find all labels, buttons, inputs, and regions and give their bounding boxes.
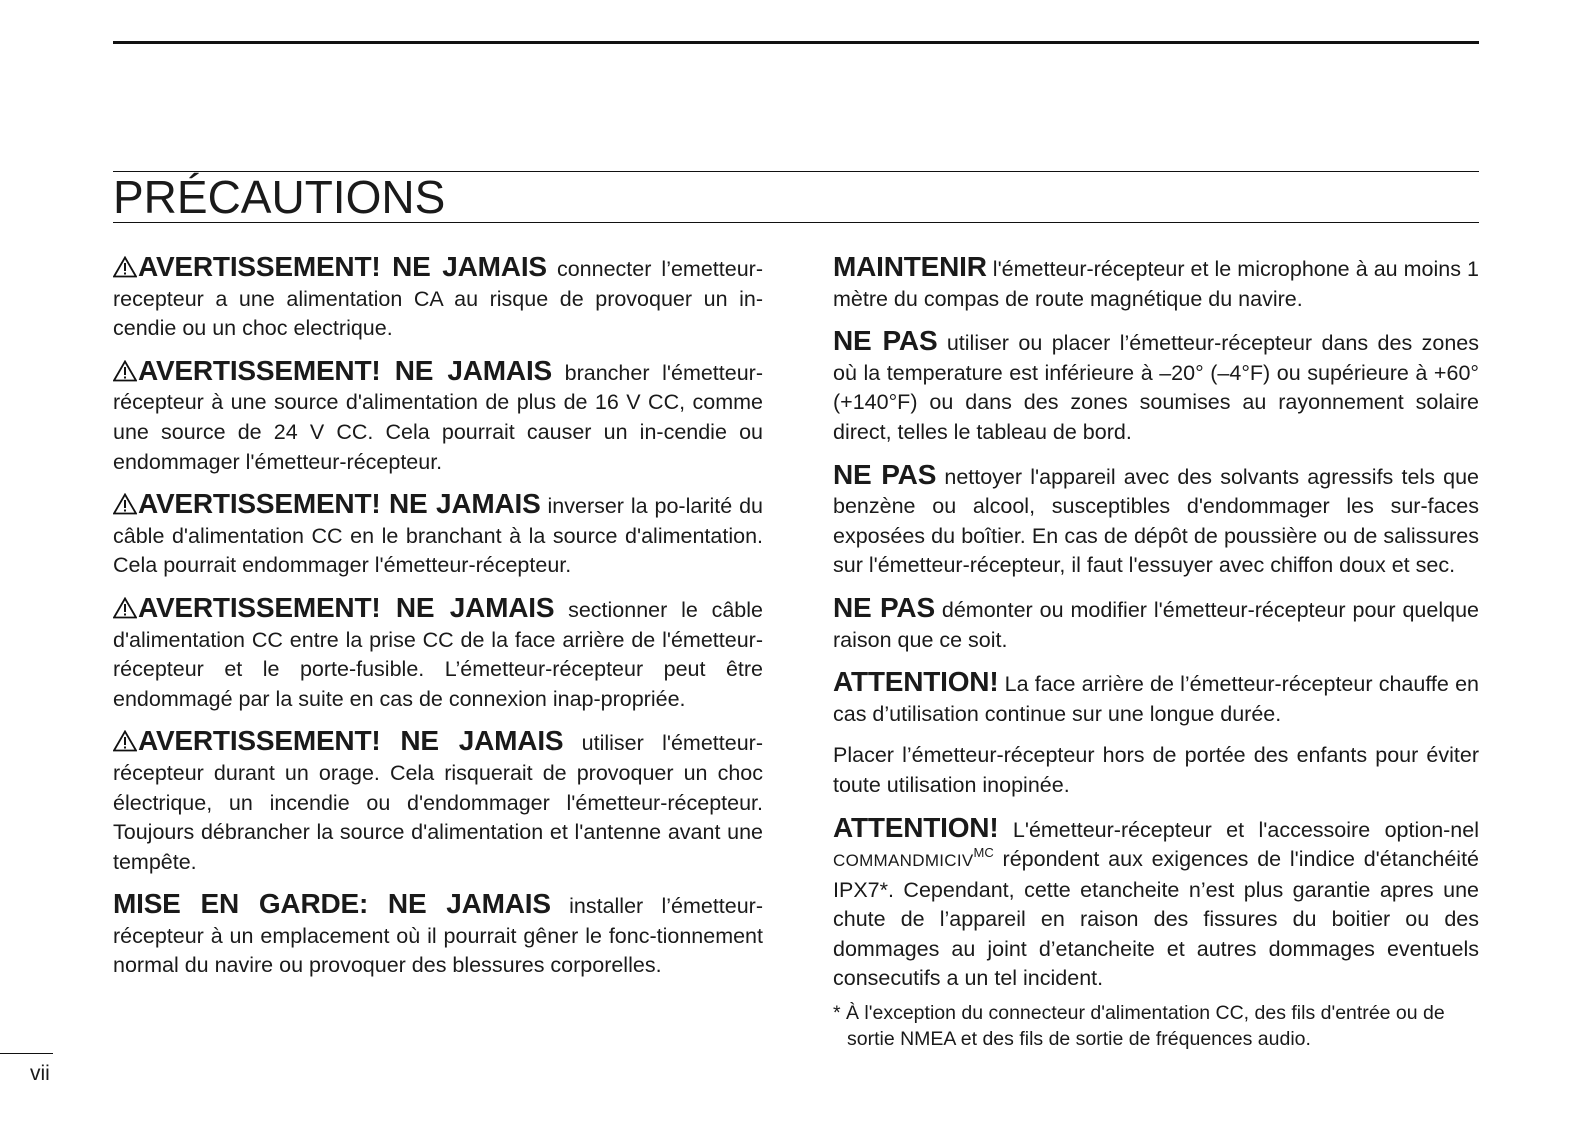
footnote: * À l'exception du connecteur d'alimentation CC, des fils d'entrée ou de sortie NMEA et des fils de sortie de fréquences audio. (833, 1002, 1445, 1051)
page-number-rule (0, 1053, 53, 1054)
warning-paragraph (113, 593, 763, 714)
warning-keyword: AVERTISSEMENT! NE JAMAIS (138, 591, 555, 623)
warning-text: connecter l’emetteur-recepteur a une alimentation CA au risque de provoquer un in-cendie ou un choc electrique. (113, 257, 763, 341)
precaution-keyword: MAINTENIR (833, 251, 987, 282)
warning-text: utiliser l'émetteur-récepteur durant un orage. Cela risquerait de provoquer un choc électrique, un incendie ou d'endommager l'émetteur-récepteur. Toujours débrancher la source d'alimentation et l'antenne avant une tempête. (113, 731, 763, 874)
header-rule (113, 41, 1479, 44)
page-number: vii (30, 1062, 50, 1085)
right-column (833, 252, 1479, 1052)
precaution-text: répondent aux exigences de l'indice d'étanchéité IPX7*. Cependant, cette etancheite n’est plus garantie apres une chute de l’appareil en raison des fissures du boitier ou des dommages au joint d’etancheite et autres dommages eventuels consecutifs a un tel incident. (833, 847, 1479, 991)
warning-triangle-icon (113, 730, 137, 752)
precaution-keyword: NE PAS (833, 458, 937, 490)
warning-paragraph (113, 489, 763, 581)
precaution-text: démonter ou modifier l'émetteur-récepteur pour quelque raison que ce soit. (833, 597, 1479, 652)
caution-keyword: MISE EN GARDE: NE JAMAIS (113, 888, 551, 920)
precaution-keyword: ATTENTION! (833, 811, 999, 843)
precaution-text: La face arrière de l’émetteur-récepteur chauffe en cas d’utilisation continue sur une longue durée. (833, 672, 1479, 726)
brand-name: COMMANDMICIV (833, 851, 974, 871)
precaution-keyword: NE PAS (833, 325, 938, 357)
precaution-keyword: NE PAS (833, 591, 935, 623)
warning-keyword: AVERTISSEMENT! NE JAMAIS (138, 354, 553, 386)
warning-keyword: AVERTISSEMENT! NE JAMAIS (138, 488, 541, 520)
left-column (113, 252, 763, 993)
precaution-text: L'émetteur-récepteur et l'accessoire option-nel (998, 817, 1479, 842)
precaution-keyword: ATTENTION! (833, 666, 999, 698)
caution-paragraph (113, 889, 763, 981)
title-rule-bottom (113, 222, 1479, 223)
precaution-paragraph (833, 326, 1479, 447)
warning-triangle-icon (113, 597, 137, 619)
caution-text: installer l’émetteur-récepteur à un emplacement où il pourrait gêner le fonc-tionnement normal du navire ou provoquer des blessures corporelles. (113, 894, 763, 978)
warning-paragraph (113, 356, 763, 477)
warning-text: brancher l'émetteur-récepteur à une source d'alimentation de plus de 16 V CC, comme une source de 24 V CC. Cela pourrait causer un in-cendie ou endommager l'émetteur-récepteur. (113, 360, 763, 474)
precaution-paragraph (833, 252, 1479, 314)
precaution-paragraph (833, 593, 1479, 655)
precaution-text: Placer l’émetteur-récepteur hors de portée des enfants pour éviter toute utilisation inopinée. (833, 743, 1479, 797)
warning-keyword: AVERTISSEMENT! NE JAMAIS (138, 251, 547, 282)
brand-superscript: MC (973, 845, 994, 861)
warning-keyword: AVERTISSEMENT! NE JAMAIS (138, 725, 564, 757)
warning-triangle-icon (113, 493, 137, 515)
warning-text: inverser la po-larité du câble d'alimentation CC en le branchant à la source d'alimentation. Cela pourrait endommager l'émetteur-récepteur. (113, 494, 763, 578)
warning-triangle-icon (113, 360, 137, 382)
page-title: PRÉCAUTIONS (113, 171, 446, 223)
warning-text: sectionner le câble d'alimentation CC entre la prise CC de la face arrière de l'émetteur-récepteur et le porte-fusible. L’émetteur-récepteur peut être endommagé par la suite en cas de connexion inap-propriée. (113, 597, 763, 711)
precaution-paragraph (833, 741, 1479, 800)
precaution-paragraph (833, 460, 1479, 581)
warning-paragraph (113, 252, 763, 344)
precaution-paragraph (833, 667, 1479, 729)
precaution-text: nettoyer l'appareil avec des solvants agressifs tels que benzène ou alcool, susceptibles d'endommager les sur-faces exposées du boîtier. En cas de dépôt de poussière ou de salissures sur l'émetteur-récepteur, il faut l'essuyer avec chiffon doux et sec. (833, 464, 1479, 578)
precaution-text: utiliser ou placer l’émetteur-récepteur dans des zones où la temperature est inférieure à –20° (–4°F) ou supérieure à +60° (+140°F) ou dans des zones soumises au rayonnement solaire direct, telles le tableau de bord. (833, 331, 1479, 444)
warning-paragraph (113, 726, 763, 877)
warning-triangle-icon (113, 256, 137, 278)
precaution-paragraph (833, 813, 1479, 995)
precaution-text: l'émetteur-récepteur et le microphone à au moins 1 mètre du compas de route magnétique du navire. (833, 257, 1479, 311)
